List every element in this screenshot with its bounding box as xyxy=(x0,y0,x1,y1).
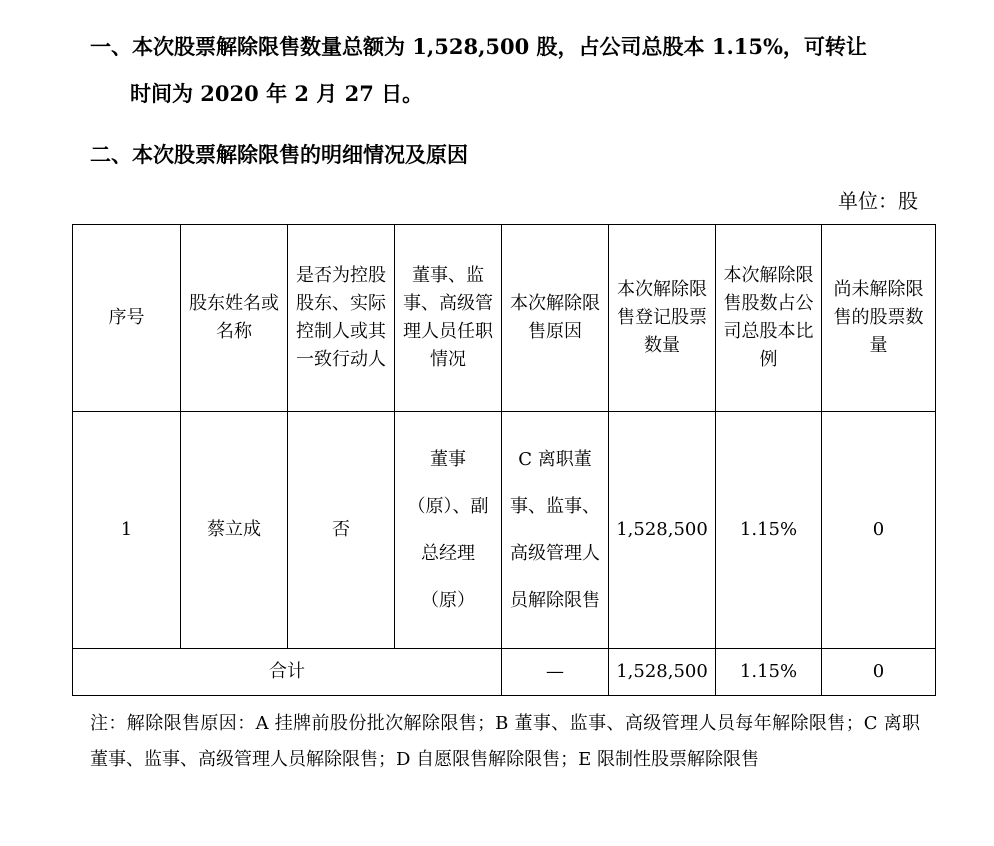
table-row xyxy=(73,412,936,649)
total-label: 合计 xyxy=(73,649,502,696)
cell-shares: 1,528,500 xyxy=(609,412,716,649)
section2-title: 二、本次股票解除限售的明细情况及原因 xyxy=(90,142,468,167)
header-shares: 本次解除限售登记股票数量 xyxy=(609,225,716,412)
cell-name: 蔡立成 xyxy=(181,412,288,649)
cell-reason: C 离职董事、监事、高级管理人员解除限售 xyxy=(502,412,609,649)
table-header-row xyxy=(73,225,936,412)
header-reason: 本次解除限售原因 xyxy=(502,225,609,412)
section1-line2: 时间为 2020 年 2 月 27 日。 xyxy=(130,81,424,106)
cell-remaining: 0 xyxy=(822,412,936,649)
cell-ratio: 1.15% xyxy=(716,412,822,649)
table-total-row xyxy=(73,649,936,696)
header-remaining: 尚未解除限售的股票数量 xyxy=(822,225,936,412)
footnote: 注：解除限售原因：A 挂牌前股份批次解除限售；B 董事、监事、高级管理人员每年解除限售；C 离职董事、监事、高级管理人员解除限售；D 自愿限售解除限售；E 限制性股票解除限售 xyxy=(90,713,920,770)
header-position: 董事、监事、高级管理人员任职情况 xyxy=(395,225,502,412)
total-ratio: 1.15% xyxy=(716,649,822,696)
cell-no: 1 xyxy=(73,412,181,649)
cell-position: 董事（原）、副总经理（原） xyxy=(395,412,502,649)
header-controlling: 是否为控股股东、实际控制人或其一致行动人 xyxy=(288,225,395,412)
cell-controlling: 否 xyxy=(288,412,395,649)
total-remaining: 0 xyxy=(822,649,936,696)
total-shares: 1,528,500 xyxy=(609,649,716,696)
section1-line1: 一、本次股票解除限售数量总额为 1,528,500 股，占公司总股本 1.15%，可转让 xyxy=(90,34,867,59)
header-no: 序号 xyxy=(73,225,181,412)
total-reason: — xyxy=(502,649,609,696)
header-name: 股东姓名或名称 xyxy=(181,225,288,412)
header-ratio: 本次解除限售股数占公司总股本比例 xyxy=(716,225,822,412)
unit-label: 单位：股 xyxy=(838,189,918,213)
release-detail-table xyxy=(72,224,936,696)
